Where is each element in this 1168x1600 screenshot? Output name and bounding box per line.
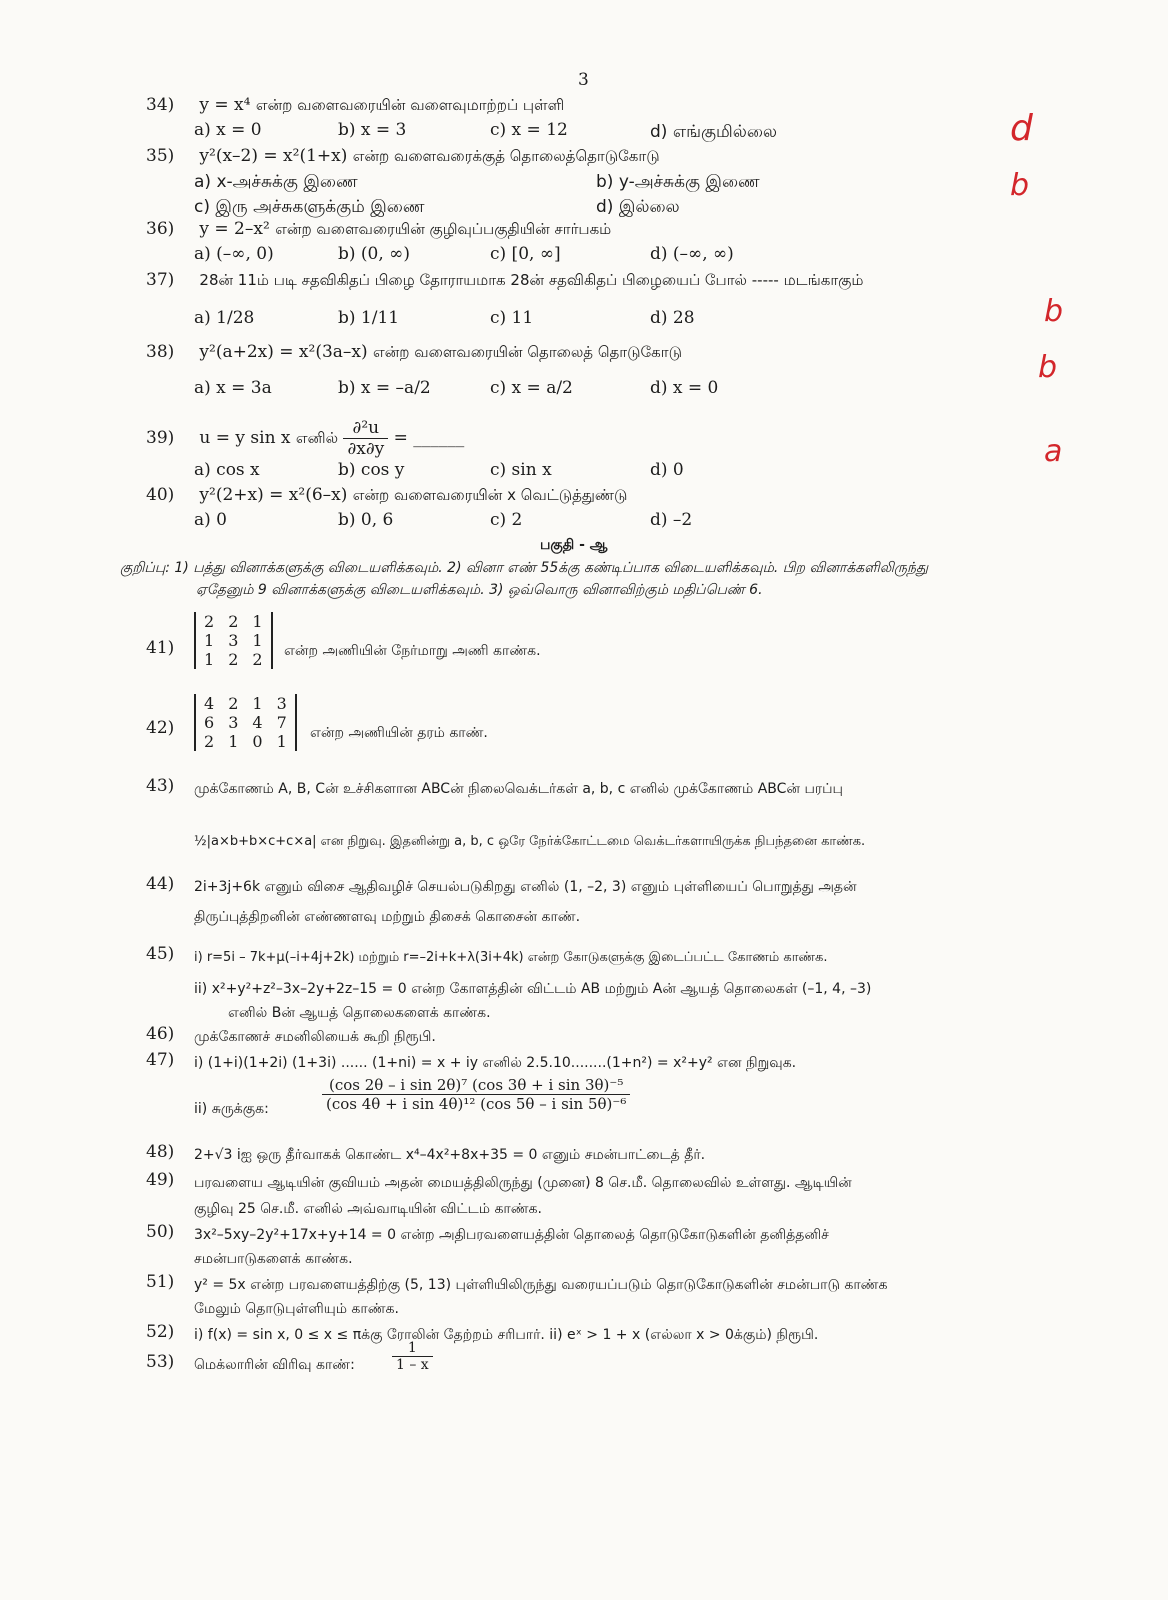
question-36 bbox=[146, 219, 611, 240]
question-text: 3x²–5xy–2y²+17x+y+14 = 0 என்ற அதிபரவளையத்தின் தொலைத் தொடுகோடுகளின் தனித்தனிச் bbox=[194, 1227, 829, 1243]
simplify-fraction bbox=[322, 1076, 630, 1113]
option-b: b) cos y bbox=[338, 460, 405, 480]
option-a: a) 1/28 bbox=[194, 308, 255, 328]
option-b: b) 1/11 bbox=[338, 308, 400, 328]
option-b: b) x = 3 bbox=[338, 120, 407, 140]
question-50-number: 50) bbox=[146, 1222, 175, 1242]
option-c: c) sin x bbox=[490, 460, 552, 480]
question-math: y²(x–2) = x²(1+x) bbox=[199, 146, 348, 166]
question-47-number: 47) bbox=[146, 1050, 175, 1070]
handwritten-answer: b bbox=[1044, 294, 1064, 329]
fraction-denominator: 1 – x bbox=[396, 1357, 429, 1373]
question-43-number: 43) bbox=[146, 776, 175, 796]
option-c: c) இரு அச்சுகளுக்கும் இணை bbox=[194, 197, 425, 217]
matrix-cell: 1 bbox=[228, 732, 239, 751]
matrix-cell: 2 bbox=[252, 650, 263, 669]
question-text: i) (1+i)(1+2i) (1+3i) ...... (1+ni) = x + iy எனில் 2.5.10........(1+n²) = x²+y² என நிறுவுக. bbox=[194, 1055, 797, 1071]
question-text: என்ற அணியின் நேர்மாறு அணி காண்க. bbox=[284, 643, 541, 659]
question-text: சமன்பாடுகளைக் காண்க. bbox=[194, 1251, 353, 1267]
fraction-denominator: ∂x∂y bbox=[347, 439, 385, 459]
question-text: i) r=5i – 7k+μ(–i+4j+2k) மற்றும் r=–2i+k+λ(3i+4k) என்ற கோடுகளுக்கு இடைப்பட்ட கோணம் காண்க. bbox=[194, 950, 828, 965]
question-51-number: 51) bbox=[146, 1272, 175, 1292]
question-text: முக்கோணம் A, B, Cன் உச்சிகளான ABCன் நிலைவெக்டர்கள் a, b, c எனில் முக்கோணம் ABCன் பரப்பு bbox=[194, 781, 843, 797]
instructions-line-1: குறிப்பு: 1) பத்து வினாக்களுக்கு விடையளிக்கவும். 2) வினா எண் 55க்கு கண்டிப்பாக விடையளிக்கவும். பிற வினாக்களிலிருந்து bbox=[120, 560, 929, 576]
option-c: c) 11 bbox=[490, 308, 534, 328]
answer-blank: = ______ bbox=[393, 428, 465, 448]
question-34 bbox=[146, 95, 564, 116]
instructions-line-2: ஏதேனும் 9 வினாக்களுக்கு விடையளிக்கவும். 3) ஒவ்வொரு வினாவிற்கும் மதிப்பெண் 6. bbox=[196, 582, 763, 598]
fraction-numerator: ∂²u bbox=[343, 418, 388, 439]
matrix-cell: 1 bbox=[252, 694, 263, 713]
fraction-numerator: 1 bbox=[392, 1340, 433, 1357]
partial-derivative-fraction bbox=[343, 418, 388, 459]
option-c: c) [0, ∞] bbox=[490, 244, 561, 264]
option-b: b) 0, 6 bbox=[338, 510, 394, 530]
question-43-line-1 bbox=[194, 778, 843, 799]
option-a: a) (–∞, 0) bbox=[194, 244, 274, 264]
question-42-number: 42) bbox=[146, 718, 175, 738]
option-a: a) x = 3a bbox=[194, 378, 272, 398]
option-a: a) x = 0 bbox=[194, 120, 262, 140]
question-text: 2i+3j+6k எனும் விசை ஆதிவழிச் செயல்படுகிறது எனில் (1, –2, 3) எனும் புள்ளியைப் பொறுத்து அதன் bbox=[194, 879, 857, 895]
question-48-number: 48) bbox=[146, 1142, 175, 1162]
question-text: எனில் Bன் ஆயத் தொலைகளைக் காண்க. bbox=[228, 1005, 491, 1021]
question-40 bbox=[146, 485, 627, 506]
question-text: ii) சுருக்குக: bbox=[194, 1101, 269, 1117]
matrix-3x4 bbox=[194, 694, 297, 751]
handwritten-answer: b bbox=[1038, 350, 1058, 385]
matrix-cell: 0 bbox=[252, 732, 263, 751]
question-math: y²(2+x) = x²(6–x) bbox=[199, 485, 348, 505]
option-d: d) (–∞, ∞) bbox=[650, 244, 734, 264]
option-b: b) (0, ∞) bbox=[338, 244, 410, 264]
question-46-number: 46) bbox=[146, 1024, 175, 1044]
question-text: என்ற வளைவரையின் x வெட்டுத்துண்டு bbox=[352, 486, 628, 504]
question-text: எனில் bbox=[295, 429, 339, 447]
question-text: ii) x²+y²+z²–3x–2y+2z–15 = 0 என்ற கோளத்தின் விட்டம் AB மற்றும் Aன் ஆயத் தொலைகள் (–1, 4, –3) bbox=[194, 981, 872, 997]
matrix-3x3 bbox=[194, 612, 273, 669]
question-number: 37) bbox=[146, 270, 175, 290]
question-number: 39) bbox=[146, 428, 175, 448]
question-44-number: 44) bbox=[146, 874, 175, 894]
question-text: என்ற வளைவரையின் வளைவுமாற்றப் புள்ளி bbox=[255, 96, 565, 114]
matrix-cell: 1 bbox=[204, 650, 215, 669]
question-text: என்ற வளைவரையின் குழிவுப்பகுதியின் சார்பகம் bbox=[275, 220, 612, 238]
question-37 bbox=[146, 270, 863, 291]
option-b: b) y-அச்சுக்கு இணை bbox=[596, 172, 760, 192]
question-52-number: 52) bbox=[146, 1322, 175, 1342]
option-d: d) 28 bbox=[650, 308, 695, 328]
matrix-cell: 3 bbox=[228, 631, 239, 650]
question-text: என்ற வளைவரையின் தொலைத் தொடுகோடு bbox=[373, 343, 682, 361]
matrix-cell: 1 bbox=[276, 732, 287, 751]
matrix-cell: 1 bbox=[252, 631, 263, 650]
matrix-cell: 2 bbox=[228, 694, 239, 713]
question-text: ½|a×b+b×c+c×a| என நிறுவு. இதனின்று a, b, c ஒரே நேர்க்கோட்டமை வெக்டர்களாயிருக்க நிபந்தனை காண்க. bbox=[194, 834, 866, 849]
maclaurin-fraction bbox=[392, 1340, 433, 1373]
question-text: என்ற வளைவரைக்குத் தொலைத்தொடுகோடு bbox=[352, 147, 660, 165]
question-text: 28ன் 11ம் படி சதவிகிதப் பிழை தோராயமாக 28ன் சதவிகிதப் பிழையைப் போல் ----- மடங்காகும் bbox=[199, 271, 864, 289]
question-41-number: 41) bbox=[146, 638, 175, 658]
matrix-cell: 4 bbox=[252, 713, 263, 732]
section-heading: பகுதி - ஆ bbox=[540, 537, 608, 553]
option-d: d) –2 bbox=[650, 510, 693, 530]
question-45-number: 45) bbox=[146, 944, 175, 964]
handwritten-answer: a bbox=[1044, 434, 1063, 469]
question-number: 38) bbox=[146, 342, 175, 362]
question-text: மேலும் தொடுபுள்ளியும் காண்க. bbox=[194, 1301, 399, 1317]
matrix-cell: 6 bbox=[204, 713, 215, 732]
option-a: a) x-அச்சுக்கு இணை bbox=[194, 172, 358, 192]
option-d: d) இல்லை bbox=[596, 197, 680, 217]
matrix-cell: 4 bbox=[204, 694, 215, 713]
option-d: d) எங்குமில்லை bbox=[650, 122, 778, 142]
option-d: d) x = 0 bbox=[650, 378, 719, 398]
option-d: d) 0 bbox=[650, 460, 684, 480]
question-text: முக்கோணச் சமனிலியைக் கூறி நிரூபி. bbox=[194, 1029, 436, 1045]
question-text: என்ற அணியின் தரம் காண். bbox=[310, 725, 488, 741]
question-text: குழிவு 25 செ.மீ. எனில் அவ்வாடியின் விட்டம் காண்க. bbox=[194, 1201, 542, 1217]
fraction-numerator: (cos 2θ – i sin 2θ)⁷ (cos 3θ + i sin 3θ)⁻⁵ bbox=[322, 1076, 630, 1095]
question-49-number: 49) bbox=[146, 1170, 175, 1190]
question-number: 36) bbox=[146, 219, 175, 239]
matrix-cell: 7 bbox=[276, 713, 287, 732]
question-text: y² = 5x என்ற பரவளையத்திற்கு (5, 13) புள்ளியிலிருந்து வரையப்படும் தொடுகோடுகளின் சமன்பாடு காண்க bbox=[194, 1277, 888, 1293]
matrix-cell: 2 bbox=[228, 612, 239, 631]
page-number: 3 bbox=[578, 70, 589, 90]
question-text: பரவளைய ஆடியின் குவியம் அதன் மையத்திலிருந்து (முனை) 8 செ.மீ. தொலைவில் உள்ளது. ஆடியின் bbox=[194, 1175, 852, 1191]
question-53-number: 53) bbox=[146, 1352, 175, 1372]
option-c: c) 2 bbox=[490, 510, 523, 530]
option-a: a) cos x bbox=[194, 460, 260, 480]
question-math: y = x⁴ bbox=[199, 95, 251, 115]
option-c: c) x = 12 bbox=[490, 120, 568, 140]
handwritten-answer: b bbox=[1010, 168, 1030, 203]
option-a: a) 0 bbox=[194, 510, 227, 530]
question-number: 34) bbox=[146, 95, 175, 115]
matrix-cell: 2 bbox=[204, 732, 215, 751]
handwritten-answer: d bbox=[1010, 108, 1033, 149]
matrix-cell: 3 bbox=[228, 713, 239, 732]
option-c: c) x = a/2 bbox=[490, 378, 573, 398]
question-number: 40) bbox=[146, 485, 175, 505]
question-text: மெக்லாரின் விரிவு காண்: bbox=[194, 1357, 355, 1373]
option-b: b) x = –a/2 bbox=[338, 378, 431, 398]
question-35 bbox=[146, 146, 660, 167]
matrix-cell: 2 bbox=[204, 612, 215, 631]
question-math: y²(a+2x) = x²(3a–x) bbox=[199, 342, 368, 362]
question-text: திருப்புத்திறனின் எண்ணளவு மற்றும் திசைக் கொசைன் காண். bbox=[194, 909, 581, 925]
matrix-cell: 1 bbox=[252, 612, 263, 631]
question-38 bbox=[146, 342, 682, 363]
question-math: u = y sin x bbox=[199, 428, 291, 448]
question-math: y = 2–x² bbox=[199, 219, 270, 239]
matrix-cell: 3 bbox=[276, 694, 287, 713]
question-43-line-2 bbox=[194, 830, 865, 850]
question-text: i) f(x) = sin x, 0 ≤ x ≤ πக்கு ரோலின் தேற்றம் சரிபார். ii) eˣ > 1 + x (எல்லா x > 0க்கும்) நிரூபி. bbox=[194, 1327, 819, 1343]
matrix-cell: 2 bbox=[228, 650, 239, 669]
fraction-denominator: (cos 4θ + i sin 4θ)¹² (cos 5θ – i sin 5θ)⁻⁶ bbox=[326, 1095, 627, 1113]
matrix-cell: 1 bbox=[204, 631, 215, 650]
question-text: 2+√3 iஐ ஒரு தீர்வாகக் கொண்ட x⁴–4x²+8x+35 = 0 எனும் சமன்பாட்டைத் தீர். bbox=[194, 1147, 706, 1163]
question-number: 35) bbox=[146, 146, 175, 166]
question-39 bbox=[146, 418, 464, 459]
